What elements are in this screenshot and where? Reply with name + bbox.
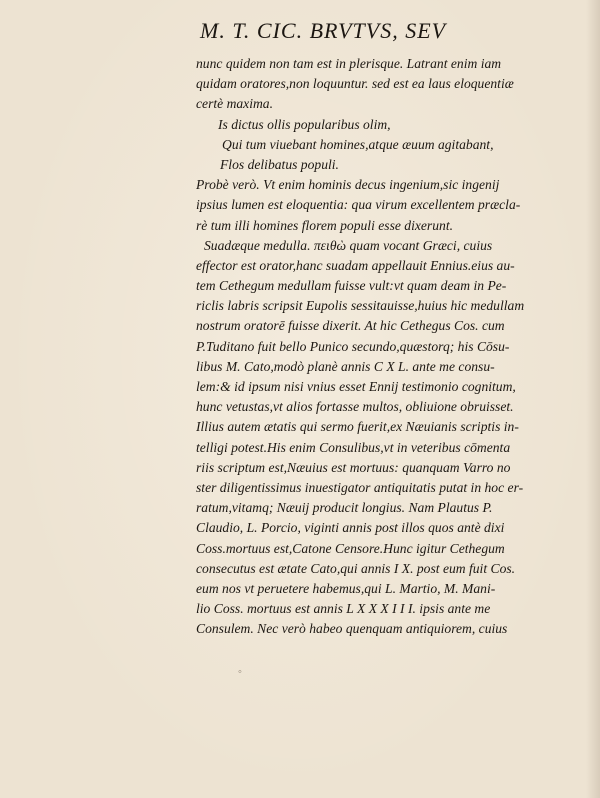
text-line: Illius autem ætatis qui sermo fuerit,ex Næuianis scriptis in-	[196, 419, 519, 435]
text-line: nostrum oratorē fuisse dixerit. At hic Cethegus Cos. cum	[196, 318, 505, 334]
text-line: riclis labris scripsit Eupolis sessitauisse,huius hic medullam	[196, 298, 525, 314]
text-line: Probè verò. Vt enim hominis decus ingenium,sic ingenij	[196, 177, 500, 193]
text-line: ratum,vitamq; Næuij producit longius. Nam Plautus P.	[196, 500, 493, 516]
text-line: lem:& id ipsum nisi vnius esset Ennij testimonio cognitum,	[196, 379, 516, 394]
text-line: Consulem. Nec verò habeo quenquam antiquiorem, cuius	[196, 621, 508, 637]
text-line: Suadæque medulla. πειθὼ quam vocant Græci, cuius	[204, 237, 493, 253]
text-line: tem Cethegum medullam fuisse vult:vt quam deam in Pe-	[196, 278, 507, 294]
text-line: lio Coss. mortuus est annis L X X X I I I. ipsis ante me	[196, 601, 491, 617]
text-line: consecutus est ætate Cato,qui annis I X. post eum fuit Cos.	[196, 560, 516, 576]
text-line: Coss.mortuus est,Catone Censore.Hunc igitur Cethegum	[196, 540, 505, 556]
text-line: Claudio, L. Porcio, viginti annis post illos quos antè dixi	[196, 520, 505, 536]
page-edge-shadow	[586, 0, 600, 798]
verse-line: Qui tum viuebant homines,atque æuum agitabant,	[222, 136, 494, 152]
text-line: hunc vetustas,vt alios fortasse multos, obliuione obruisset.	[196, 399, 514, 415]
text-line: eum nos vt peruetere habemus,qui L. Martio, M. Mani-	[196, 580, 496, 596]
text-line: libus M. Cato,modò planè annis C X L. ante me consu-	[196, 358, 495, 374]
verse-line: Flos delibatus populi.	[220, 156, 339, 172]
text-block	[196, 54, 586, 639]
text-line: quidam oratores,non loquuntur. sed est ea laus eloquentiæ	[196, 76, 514, 92]
text-line: P.Tuditano fuit bello Punico secundo,quæstorq; his Cōsu-	[196, 338, 510, 354]
text-line: effector est orator,hanc suadam appellauit Ennius.eius au-	[196, 257, 515, 273]
text-line: ster diligentissimus inuestigator antiquitatis putat in hoc er-	[196, 479, 524, 495]
running-head: M. T. CIC. BRVTVS, SEV	[200, 18, 447, 43]
text-line: riis scriptum est,Næuius est mortuus: quanquam Varro no	[196, 459, 511, 475]
text-line: telligi potest.His enim Consulibus,vt in veteribus cōmenta	[196, 439, 511, 455]
ink-mark: ◦	[238, 666, 242, 678]
text-line: nunc quidem non tam est in plerisque. Latrant enim iam	[196, 56, 502, 71]
verse-line: Is dictus ollis popularibus olim,	[218, 116, 391, 132]
text-line: certè maxima.	[196, 96, 274, 112]
text-line: ipsius lumen est eloquentia: qua virum excellentem præcla-	[196, 197, 521, 213]
text-line: rè tum illi homines florem populi esse dixerunt.	[196, 217, 453, 233]
